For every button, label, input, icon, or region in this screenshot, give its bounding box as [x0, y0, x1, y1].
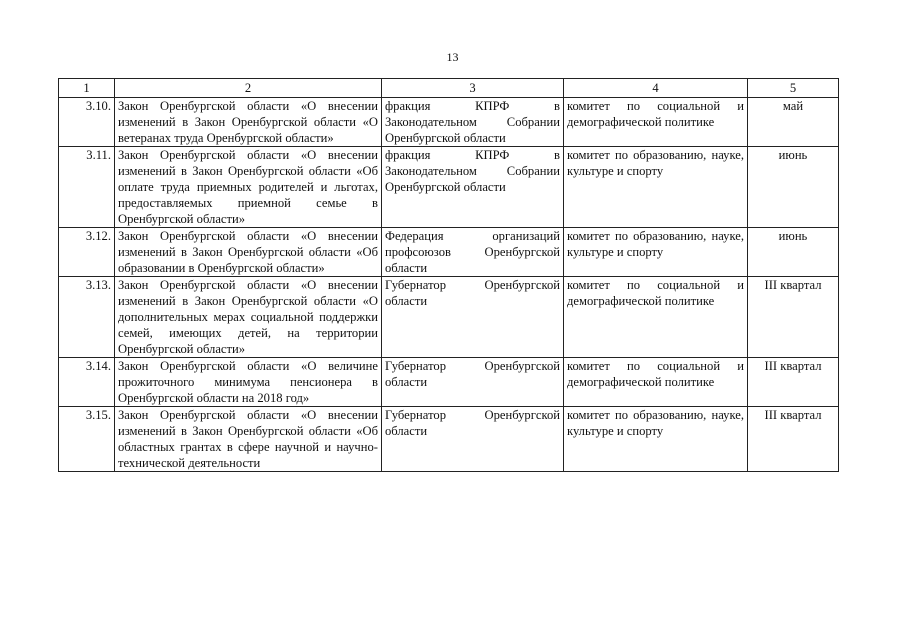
- deadline: III квартал: [748, 407, 839, 472]
- deadline: III квартал: [748, 358, 839, 407]
- table-header-row: [59, 79, 839, 98]
- row-number: 3.14.: [59, 358, 115, 407]
- row-number: 3.15.: [59, 407, 115, 472]
- deadline: июнь: [748, 147, 839, 228]
- column-header: 4: [564, 79, 748, 98]
- law-title: Закон Оренбургской области «О величине прожиточного минимума пенсионера в Оренбургской области на 2018 год»: [115, 358, 382, 407]
- row-number: 3.13.: [59, 277, 115, 358]
- table-row: [59, 98, 839, 147]
- column-header: 5: [748, 79, 839, 98]
- row-number: 3.10.: [59, 98, 115, 147]
- initiator: фракция КПРФ в Законодательном Собрании Оренбургской области: [382, 147, 564, 228]
- page-number: 13: [446, 50, 459, 64]
- table-row: [59, 147, 839, 228]
- table-row: [59, 228, 839, 277]
- responsible-committee: комитет по социальной и демографической политике: [564, 358, 748, 407]
- initiator: Губернатор Оренбургской области: [382, 358, 564, 407]
- responsible-committee: комитет по образованию, науке, культуре и спорту: [564, 228, 748, 277]
- responsible-committee: комитет по социальной и демографической политике: [564, 277, 748, 358]
- law-title: Закон Оренбургской области «О внесении изменений в Закон Оренбургской области «О ветеранах труда Оренбургской области»: [115, 98, 382, 147]
- law-title: [115, 407, 382, 472]
- deadline: июнь: [748, 228, 839, 277]
- row-number: 3.12.: [59, 228, 115, 277]
- initiator: Федерация организаций профсоюзов Оренбургской области: [382, 228, 564, 277]
- deadline: III квартал: [748, 277, 839, 358]
- law-title: Закон Оренбургской области «О внесении изменений в Закон Оренбургской области «Об образовании в Оренбургской области»: [115, 228, 382, 277]
- table-row: [59, 407, 839, 472]
- column-header: 3: [382, 79, 564, 98]
- table-row: [59, 358, 839, 407]
- initiator: Губернатор Оренбургской области: [382, 277, 564, 358]
- law-title: Закон Оренбургской области «О внесении изменений в Закон Оренбургской области «О дополнительных мерах социальной поддержки семей, имеющих детей, на территории Оренбургской области»: [115, 277, 382, 358]
- law-title-text: Закон Оренбургской области «О внесении изменений в Закон Оренбургской области «Об областных грантах в сфере научной и научно-технической деятельности: [118, 408, 378, 470]
- legislation-plan-table: [58, 78, 839, 472]
- law-title: Закон Оренбургской области «О внесении изменений в Закон Оренбургской области «Об оплате труда приемных родителей и льготах, предоставляемых приемной семье в Оренбургской области»: [115, 147, 382, 228]
- responsible-committee: комитет по образованию, науке, культуре и спорту: [564, 147, 748, 228]
- initiator: фракция КПРФ в Законодательном Собрании Оренбургской области: [382, 98, 564, 147]
- column-header: 2: [115, 79, 382, 98]
- deadline: май: [748, 98, 839, 147]
- column-header: 1: [59, 79, 115, 98]
- responsible-committee: комитет по социальной и демографической политике: [564, 98, 748, 147]
- table-row: [59, 277, 839, 358]
- responsible-committee: комитет по образованию, науке, культуре и спорту: [564, 407, 748, 472]
- initiator: Губернатор Оренбургской области: [382, 407, 564, 472]
- row-number: 3.11.: [59, 147, 115, 228]
